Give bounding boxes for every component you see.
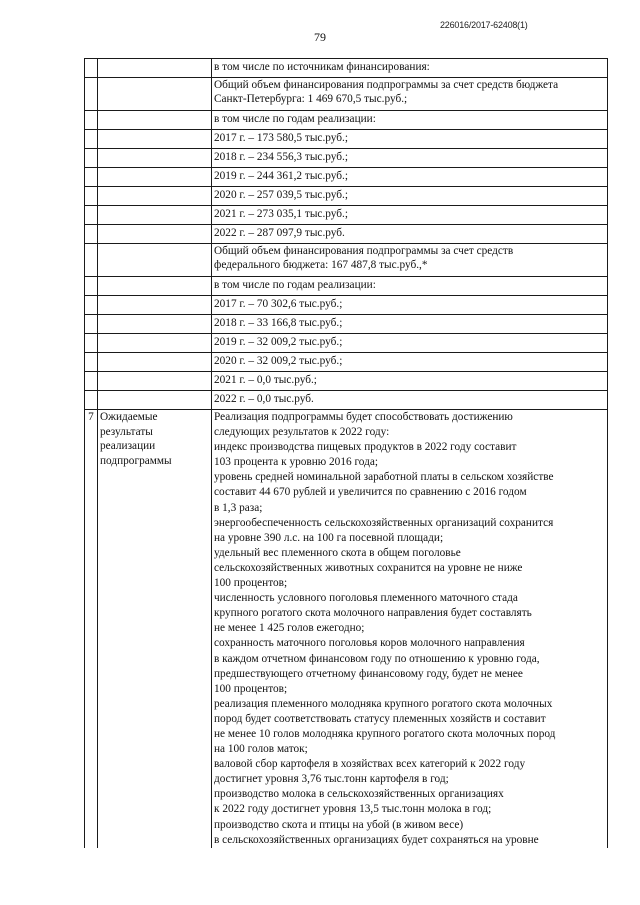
title-cell [98,59,212,78]
financing-text: 2020 г. – 32 009,2 тыс.руб.; [214,355,343,367]
row-title-line: результаты [100,425,153,438]
number-cell [85,149,98,168]
table-row [85,277,608,296]
financing-cell [212,206,608,225]
result-text-line: к 2022 году достигнет уровня 13,5 тыс.тонн молока в год; [214,803,492,816]
number-cell [85,168,98,187]
table-row [85,225,608,244]
number-cell [85,277,98,296]
title-cell [98,353,212,372]
financing-text: 2019 г. – 244 361,2 тыс.руб.; [214,170,348,182]
financing-cell [212,149,608,168]
title-cell [98,168,212,187]
number-cell [85,78,98,111]
financing-text: Санкт-Петербурга: 1 469 670,5 тыс.руб.; [214,93,408,106]
number-cell [85,130,98,149]
number-cell [85,244,98,277]
result-text-line: реализация племенного молодняка крупного рогатого скота молочных [214,697,553,710]
title-cell [98,187,212,206]
title-cell [98,315,212,334]
table-row [85,130,608,149]
number-cell [85,225,98,244]
number-cell [85,296,98,315]
document-id: 226016/2017-62408(1) [440,20,528,30]
table-row [85,334,608,353]
result-text-line: Реализация подпрограммы будет способствовать достижению [214,411,513,423]
number-cell [85,59,98,78]
result-text-line: не менее 10 голов молодняка крупного рогатого скота молочных пород [214,727,556,740]
table-row-expected-results [85,410,608,848]
number-cell [85,111,98,130]
result-text-line: 103 процента к уровню 2016 года; [214,456,379,469]
result-text-line: следующих результатов к 2022 году: [214,426,390,439]
number-cell [85,315,98,334]
financing-cell [212,225,608,244]
expected-results-section [85,410,608,848]
result-text-line: энергообеспеченность сельскохозяйственных организаций сохранится [214,516,554,529]
financing-text: 2021 г. – 273 035,1 тыс.руб.; [214,208,348,220]
program-table [84,58,608,848]
table-row [85,391,608,410]
row-content [212,410,608,848]
table-row [85,296,608,315]
result-text-line: 100 процентов; [214,577,288,590]
financing-cell [212,168,608,187]
result-text-line: на 100 голов маток; [214,743,308,756]
financing-cell [212,391,608,410]
financing-text: 2018 г. – 33 166,8 тыс.руб.; [214,317,343,329]
result-text-line: сельскохозяйственных животных сохранится на уровне не ниже [214,561,523,574]
result-text-line: предшествующего отчетному финансовому году, будет не менее [214,667,523,680]
number-cell [85,372,98,391]
number-cell [85,187,98,206]
title-cell [98,391,212,410]
number-cell [85,391,98,410]
financing-cell [212,187,608,206]
financing-section [85,59,608,410]
financing-cell [212,130,608,149]
financing-text: 2022 г. – 0,0 тыс.руб. [214,393,314,405]
financing-text: федерального бюджета: 167 487,8 тыс.руб.,* [214,259,428,272]
table-row [85,244,608,277]
row-title-line: Ожидаемые [100,411,158,423]
title-cell [98,78,212,111]
row-title-line: реализации [100,440,156,453]
table-row [85,315,608,334]
table-row [85,149,608,168]
financing-text: в том числе по годам реализации: [214,279,376,291]
result-text-line: составит 44 670 рублей и увеличится по сравнению с 2016 годом [214,486,527,499]
table-row [85,78,608,111]
result-text-line: удельный вес племенного скота в общем поголовье [214,546,461,559]
result-text-line: пород будет соответствовать статусу племенных хозяйств и составит [214,712,546,725]
result-text-line: сохранность маточного поголовья коров молочного направления [214,637,525,650]
result-text-line: производство молока в сельскохозяйственных организациях [214,788,504,801]
number-cell [85,334,98,353]
table-row [85,353,608,372]
result-text-line: в сельскохозяйственных организациях будет сохраняться на уровне [214,833,539,846]
financing-text: 2019 г. – 32 009,2 тыс.руб.; [214,336,343,348]
title-cell [98,244,212,277]
row-title [98,410,212,848]
result-text-line: в 1,3 раза; [214,501,263,514]
financing-text: в том числе по источникам финансирования: [214,61,430,73]
financing-text: Общий объем финансирования подпрограммы за счет средств бюджета [214,79,559,91]
table-row [85,372,608,391]
financing-text: 2020 г. – 257 039,5 тыс.руб.; [214,189,348,201]
title-cell [98,111,212,130]
row-title-line: подпрограммы [100,454,172,467]
financing-cell [212,315,608,334]
result-text-line: валовой сбор картофеля в хозяйствах всех категорий к 2022 году [214,758,526,771]
result-text-line: индекс производства пищевых продуктов в 2022 году составит [214,441,517,454]
result-text-line: не менее 1 425 голов ежегодно; [214,622,365,635]
result-text-line: в каждом отчетном финансовом году по отношению к уровню года, [214,652,540,665]
financing-text: 2017 г. – 70 302,6 тыс.руб.; [214,298,343,310]
title-cell [98,130,212,149]
result-text-line: 100 процентов; [214,682,288,695]
result-text-line: достигнет уровня 3,76 тыс.тонн картофеля в год; [214,773,449,786]
financing-cell [212,372,608,391]
result-text-line: производство скота и птицы на убой (в живом весе) [214,818,464,831]
financing-cell [212,78,608,111]
row-number: 7 [85,410,98,848]
financing-cell [212,353,608,372]
financing-cell [212,111,608,130]
table-row [85,187,608,206]
table-row [85,59,608,78]
title-cell [98,225,212,244]
financing-text: 2018 г. – 234 556,3 тыс.руб.; [214,151,348,163]
financing-text: Общий объем финансирования подпрограммы за счет средств [214,245,514,257]
financing-cell [212,334,608,353]
result-text-line: крупного рогатого скота молочного направления будет составлять [214,607,532,620]
number-cell [85,353,98,372]
financing-text: 2022 г. – 287 097,9 тыс.руб. [214,227,345,239]
title-cell [98,149,212,168]
financing-cell [212,277,608,296]
title-cell [98,372,212,391]
financing-cell [212,59,608,78]
financing-cell [212,296,608,315]
table-row [85,206,608,225]
table-row [85,111,608,130]
financing-text: 2017 г. – 173 580,5 тыс.руб.; [214,132,348,144]
financing-text: 2021 г. – 0,0 тыс.руб.; [214,374,317,386]
title-cell [98,206,212,225]
result-text-line: на уровне 390 л.с. на 100 га посевной площади; [214,531,444,544]
result-text-line: уровень средней номинальной заработной платы в сельском хозяйстве [214,471,554,484]
title-cell [98,277,212,296]
title-cell [98,296,212,315]
number-cell [85,206,98,225]
page-number: 79 [314,30,326,44]
result-text-line: численность условного поголовья племенного маточного стада [214,592,518,605]
financing-text: в том числе по годам реализации: [214,113,376,125]
financing-cell [212,244,608,277]
table-row [85,168,608,187]
title-cell [98,334,212,353]
